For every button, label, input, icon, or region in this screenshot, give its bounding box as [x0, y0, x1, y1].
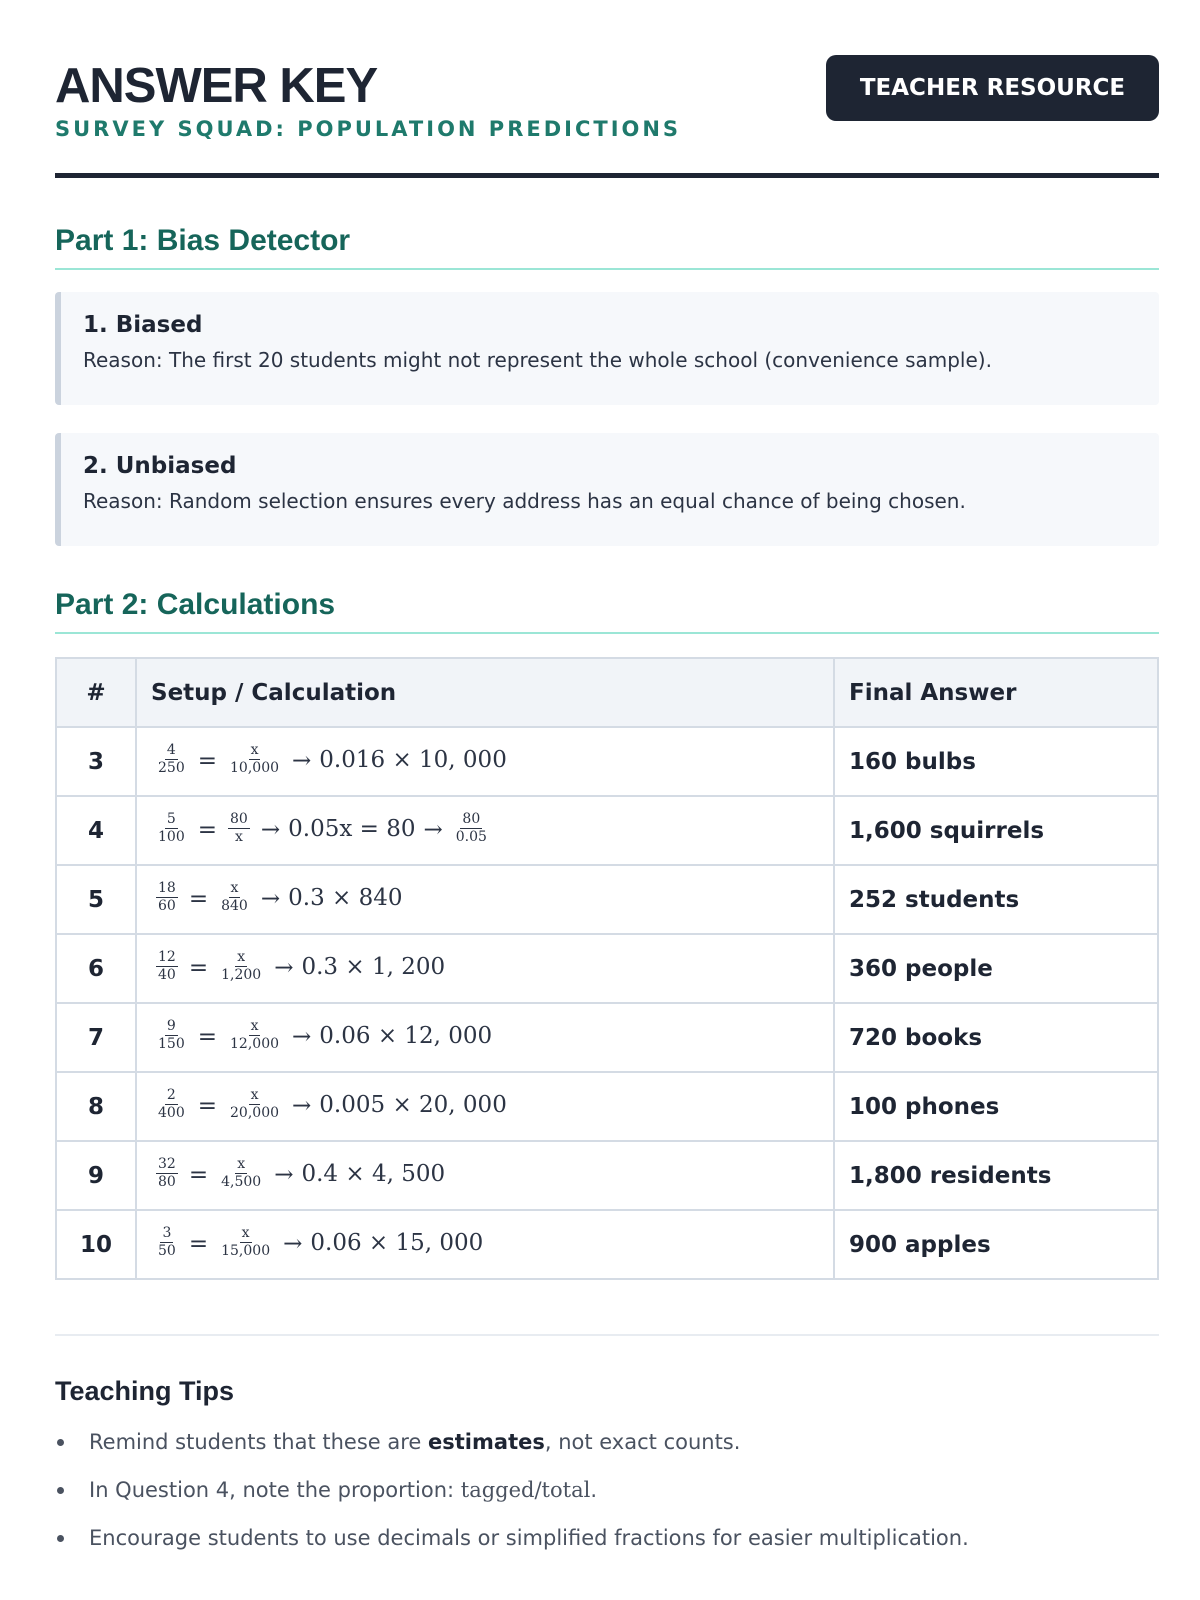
fraction-denominator: 80 [158, 1174, 176, 1190]
fraction-numerator: 3 [162, 1225, 172, 1242]
tip-text: Encourage students to use decimals or simplified fractions for easier multiplication. [89, 1526, 969, 1550]
equals-sign: = [188, 954, 209, 981]
sample-fraction [156, 1088, 187, 1120]
equals-sign: = [197, 816, 218, 843]
tip-emphasis: estimates [428, 1430, 545, 1454]
tip-text: In Question 4, note the proportion: [89, 1478, 461, 1502]
fraction-numerator: x [250, 1018, 259, 1035]
question-number: 8 [56, 1072, 136, 1141]
setup-calculation [136, 1072, 834, 1141]
fraction-denominator: 15,000 [221, 1243, 271, 1259]
equals-sign: = [197, 747, 218, 774]
arrow-icon: → [260, 816, 281, 843]
fraction-denominator: 250 [158, 760, 185, 776]
question-number: 5 [56, 865, 136, 934]
calculation-text: 0.05x = 80 [288, 816, 416, 843]
fraction-numerator: 32 [158, 1156, 176, 1173]
calculation-text: 0.016 × 10, 000 [319, 747, 507, 774]
part1-heading: Part 1: Bias Detector [55, 224, 1159, 270]
bias-item-title: 1. Biased [83, 312, 203, 338]
population-fraction [219, 881, 250, 913]
sample-fraction [156, 1157, 178, 1189]
question-number: 7 [56, 1003, 136, 1072]
teaching-tips-list [55, 1428, 1159, 1572]
fraction-denominator: 0.05 [455, 829, 487, 845]
tip-text: Remind students that these are [89, 1430, 429, 1454]
equals-sign: = [197, 1023, 218, 1050]
table-row [56, 934, 1158, 1003]
fraction-numerator: x [230, 880, 239, 897]
fraction-denominator: 840 [221, 898, 248, 914]
sample-fraction [156, 881, 178, 913]
population-fraction [219, 1157, 263, 1189]
arrow-icon: → [292, 1023, 312, 1050]
question-number: 3 [56, 727, 136, 796]
fraction-numerator: 2 [166, 1087, 176, 1104]
population-fraction [228, 812, 250, 844]
division-fraction [454, 812, 489, 844]
equals-sign: = [188, 1161, 209, 1188]
final-answer: 100 phones [834, 1072, 1158, 1141]
question-number: 10 [56, 1210, 136, 1279]
calculations-table [55, 657, 1159, 1280]
setup-calculation [136, 865, 834, 934]
fraction-denominator: 150 [158, 1036, 185, 1052]
page-subtitle: SURVEY SQUAD: POPULATION PREDICTIONS [55, 117, 682, 141]
sample-fraction [156, 812, 187, 844]
question-number: 6 [56, 934, 136, 1003]
tip-text: , not exact counts. [544, 1430, 741, 1454]
column-header-number: # [56, 658, 136, 727]
tip-item [55, 1524, 1159, 1572]
fraction-denominator: 40 [158, 967, 176, 983]
arrow-icon: → [423, 816, 443, 843]
teacher-resource-badge: TEACHER RESOURCE [826, 55, 1159, 121]
bias-item-2 [55, 433, 1159, 546]
arrow-icon: → [283, 1230, 303, 1257]
table-row [56, 1141, 1158, 1210]
final-answer: 900 apples [834, 1210, 1158, 1279]
fraction-denominator: 4,500 [221, 1174, 262, 1190]
fraction-numerator: x [237, 1156, 246, 1173]
setup-calculation [136, 727, 834, 796]
fraction-denominator: 12,000 [230, 1036, 280, 1052]
table-row [56, 1072, 1158, 1141]
tip-item [55, 1428, 1159, 1476]
fraction-numerator: 9 [166, 1018, 176, 1035]
answer-key-page [55, 0, 1159, 1550]
bias-item-reason: Reason: The first 20 students might not represent the whole school (convenience sample). [83, 348, 992, 372]
fraction-denominator: 1,200 [221, 967, 262, 983]
teaching-tips-heading: Teaching Tips [55, 1376, 235, 1406]
calculation-text: 0.3 × 1, 200 [301, 954, 446, 981]
fraction-numerator: 80 [462, 811, 481, 828]
column-header-answer: Final Answer [834, 658, 1158, 727]
calculation-text: 0.06 × 15, 000 [310, 1230, 484, 1257]
final-answer: 1,800 residents [834, 1141, 1158, 1210]
population-fraction [228, 1019, 281, 1051]
arrow-icon: → [274, 954, 294, 981]
final-answer: 360 people [834, 934, 1158, 1003]
setup-calculation [136, 1141, 834, 1210]
fraction-numerator: 4 [166, 742, 176, 759]
fraction-denominator: 20,000 [230, 1105, 280, 1121]
arrow-icon: → [292, 747, 312, 774]
sample-fraction [156, 1226, 178, 1258]
population-fraction [219, 950, 263, 982]
calculation-text: 0.005 × 20, 000 [319, 1092, 507, 1119]
arrow-icon: → [292, 1092, 312, 1119]
tip-text: . [590, 1478, 598, 1502]
fraction-numerator: x [250, 742, 259, 759]
equals-sign: = [188, 1230, 209, 1257]
final-answer: 252 students [834, 865, 1158, 934]
setup-calculation [136, 1003, 834, 1072]
question-number: 4 [56, 796, 136, 865]
arrow-icon: → [274, 1161, 294, 1188]
fraction-denominator: 400 [158, 1105, 185, 1121]
fraction-numerator: 12 [158, 949, 176, 966]
question-number: 9 [56, 1141, 136, 1210]
fraction-numerator: 5 [166, 811, 176, 828]
calculation-text: 0.06 × 12, 000 [319, 1023, 493, 1050]
final-answer: 160 bulbs [834, 727, 1158, 796]
setup-calculation [136, 1210, 834, 1279]
table-row [56, 865, 1158, 934]
header [55, 0, 1159, 178]
equals-sign: = [188, 885, 209, 912]
population-fraction [219, 1226, 272, 1258]
bias-item-reason: Reason: Random selection ensures every address has an equal chance of being chosen. [83, 489, 966, 513]
sample-fraction [156, 743, 187, 775]
population-fraction [228, 1088, 281, 1120]
fraction-denominator: 100 [158, 829, 185, 845]
final-answer: 1,600 squirrels [834, 796, 1158, 865]
column-header-setup: Setup / Calculation [136, 658, 834, 727]
population-fraction [228, 743, 281, 775]
table-row [56, 727, 1158, 796]
sample-fraction [156, 1019, 187, 1051]
table-row [56, 1003, 1158, 1072]
equals-sign: = [197, 1092, 218, 1119]
setup-calculation [136, 934, 834, 1003]
fraction-numerator: 80 [230, 811, 248, 828]
part2-heading: Part 2: Calculations [55, 588, 1159, 634]
tip-item [55, 1476, 1159, 1524]
table-row [56, 796, 1158, 865]
table-header-row [56, 658, 1158, 727]
setup-calculation [136, 796, 834, 865]
fraction-numerator: x [250, 1087, 259, 1104]
fraction-numerator: x [237, 949, 246, 966]
tip-math: tagged/total [460, 1478, 591, 1502]
page-title: ANSWER KEY [55, 59, 378, 113]
fraction-denominator: 60 [158, 898, 176, 914]
fraction-denominator: 10,000 [230, 760, 280, 776]
fraction-denominator: 50 [158, 1243, 176, 1259]
section-divider [55, 1334, 1159, 1336]
table-row [56, 1210, 1158, 1279]
fraction-numerator: x [241, 1225, 250, 1242]
bias-item-1 [55, 292, 1159, 405]
calculation-text: 0.4 × 4, 500 [301, 1161, 446, 1188]
sample-fraction [156, 950, 178, 982]
arrow-icon: → [260, 885, 281, 912]
calculation-text: 0.3 × 840 [288, 885, 403, 912]
bias-item-title: 2. Unbiased [83, 453, 237, 479]
fraction-denominator: x [234, 829, 243, 845]
final-answer: 720 books [834, 1003, 1158, 1072]
fraction-numerator: 18 [158, 880, 176, 897]
